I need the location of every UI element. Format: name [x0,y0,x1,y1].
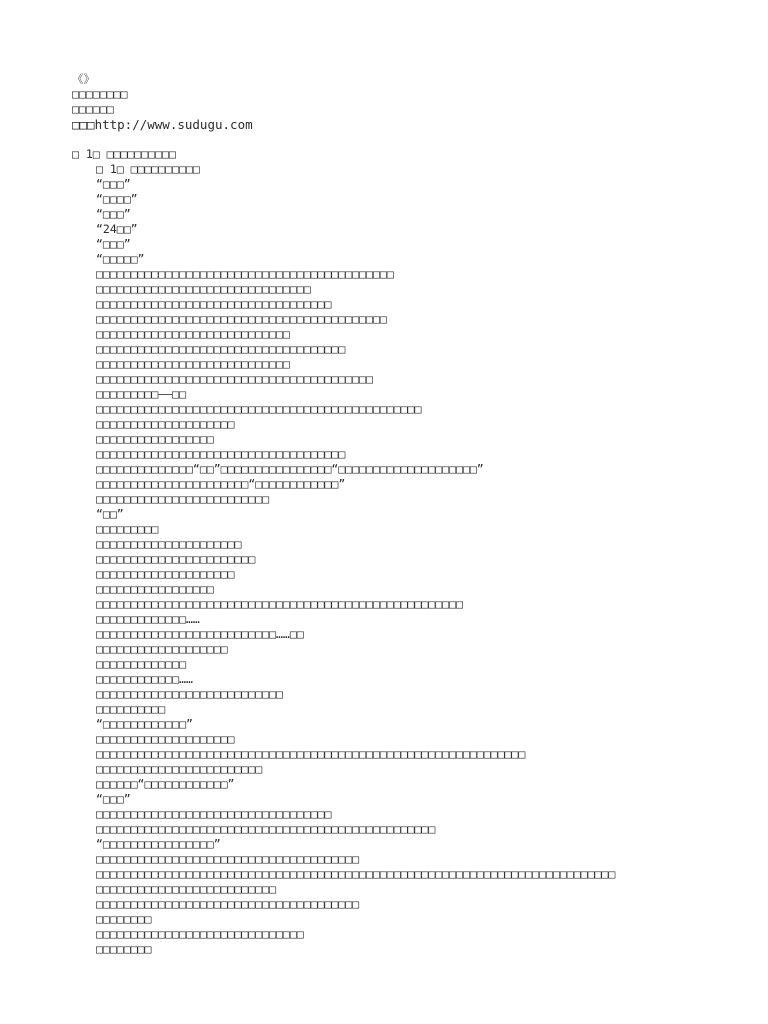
paragraph-line: “□□□” [96,177,131,191]
paragraph-line: □□□□□□□□□□□□□□□□□□□□□ [96,537,242,551]
paragraph-line: □□□□□□□□□□□□□□□□□□□□□□□□□□□□□□□□□□□□□□□□□□□□□□□□□□□□□□□□□□□□□□ [96,747,526,761]
paragraph-line: “□□□” [96,237,131,251]
paragraph-line: □□□□□□□□□□□□□□□□□□□□□□“□□□□□□□□□□□□” [96,477,346,491]
paragraph-line: □□□□□□□□ [96,912,152,926]
paragraph-line: □□□□□□□□□□□□□□□□□□□□□□□□□□□□□□□□□□□□□□□□□□□□□□□ [96,402,422,416]
paragraph-line: □□□□□□□□□□□□□□□□□□□□□□□□ [96,762,263,776]
source-label: □□□□□□ [72,102,114,116]
paragraph-line: □□□□□□□□□□□□□□□□□□□□□□□□□□□ [96,687,283,701]
paragraph-line: □□□□□□□□□□□□□□□□□□□□□□□□□□□□□□□□□□□□ [96,447,346,461]
paragraph-line: □□□□□□□□□□□□□□□□□□□□□□□□□□□□ [96,327,290,341]
paragraph-line: □□□□□□□□□□ [96,702,166,716]
document-page [72,72,696,957]
paragraph-line: □□□□□□□□□□□□…… [96,672,193,686]
paragraph-line: “□□□□□” [96,252,145,266]
paragraph-line: □□□□□□□□□□□□□□□□□□□□□□□□□□□□□□□ [96,282,311,296]
paragraph-line: □□□□□□□□□□□□□□□□□□□□□□□□□□□□□□□□□□□□□□□□□□□□□□□□□□□□□□□□□□□□□□□□□□□□□□□□□□□ [96,867,616,881]
paragraph-line: □□□□□□□□□□□□□□□□□□□□□□□□□□ [96,882,277,896]
paragraph-line: □□□□□□□□□ [96,522,159,536]
website-link[interactable]: □□□http://www.sudugu.com [72,117,253,132]
paragraph-line: □□□□□□□□□□□□□□□□□□□□□□□□□□□□□□ [96,927,304,941]
chapter-heading: □ 1□ □□□□□□□□□□ [72,147,176,161]
paragraph-line: “□□□□□□□□□□□□” [96,717,193,731]
paragraph-line: □□□□□□□□ [96,942,152,956]
paragraph-line: □□□□□□□□□□□□□□□□□ [96,432,214,446]
author-label: □□□□□□□□ [72,87,128,101]
paragraph-line: □□□□□□□□□□□□□□□□□□□□□□□□□□□□□□□□□□□□□□□□□□ [96,312,387,326]
paragraph-line: □□□□□□□□□□□□□ [96,657,187,671]
paragraph-line: □□□□□□□□□□□□□□□□□□□□□□□□□□□□□□□□□□□□□□ [96,897,360,911]
chapter-subheading: □ 1□ □□□□□□□□□□ [96,162,200,176]
paragraph-line: “□□□” [96,792,131,806]
paragraph-line: □□□□□□□□□□□□□□□□□□□□□□□□□□□□□□□□□□□□□□□□□□□□□□□□□ [96,822,436,836]
paragraph-line: □□□□□□□□□□□□□□□□□□□□□□□□□□□□□□□□□□□□□□ [96,852,360,866]
paragraph-line: □□□□□□□□□□□□□□□□□□□□□□□□□ [96,492,270,506]
paragraph-line: “□□” [96,507,124,521]
paragraph-line: “□□□” [96,207,131,221]
paragraph-line: “□□□□” [96,192,138,206]
paragraph-line: □□□□□□□□□□□□□□□□□□□□ [96,567,235,581]
paragraph-line: □□□□□□□□□□□□□□□□□□□□□□□□□□□□□□□□□□□□□□□□□□□ [96,267,394,281]
spacer [72,132,696,147]
paragraph-line: □□□□□□□□□□□□□□□□□□□□□□□□□□……□□ [96,627,304,641]
paragraph-line: □□□□□□□□□□□□□□□□□□□□□□□□□□□□ [96,357,290,371]
paragraph-line: □□□□□□□□□□□□□□“□□”□□□□□□□□□□□□□□□□“□□□□□□□□□□□□□□□□□□□□” [96,462,484,476]
paragraph-line: □□□□□□□□□□□□□□□□□□□□ [96,417,235,431]
paragraph-line: “24□□” [96,222,138,236]
paragraph-line: □□□□□□□□□□□□□□□□□□□□□□□□□□□□□□□□□□□□ [96,342,346,356]
paragraph-line: □□□□□□□□□□□□□…… [96,612,200,626]
book-title: 《》 [72,72,95,86]
paragraph-line: □□□□□□□□□□□□□□□□□□□□ [96,732,235,746]
paragraph-line: □□□□□□□□□□□□□□□□□□□□□□□□□□□□□□□□□□ [96,297,332,311]
chapter-body [72,177,696,957]
paragraph-line: □□□□□□□□□□□□□□□□□□□□□□□□□□□□□□□□□□□□□□□□ [96,372,373,386]
paragraph-line: □□□□□□□□□□□□□□□□□□□ [96,642,228,656]
paragraph-line: □□□□□□□□□□□□□□□□□□□□□□□□□□□□□□□□□□□□□□□□□□□□□□□□□□□□□ [96,597,463,611]
paragraph-line: “□□□□□□□□□□□□□□□□” [96,837,221,851]
paragraph-line: □□□□□□□□□——□□ [96,387,187,401]
paragraph-line: □□□□□□□□□□□□□□□□□□□□□□□□□□□□□□□□□□ [96,807,332,821]
paragraph-line: □□□□□□□□□□□□□□□□□□□□□□□ [96,552,256,566]
paragraph-line: □□□□□□“□□□□□□□□□□□□” [96,777,235,791]
paragraph-line: □□□□□□□□□□□□□□□□□ [96,582,214,596]
